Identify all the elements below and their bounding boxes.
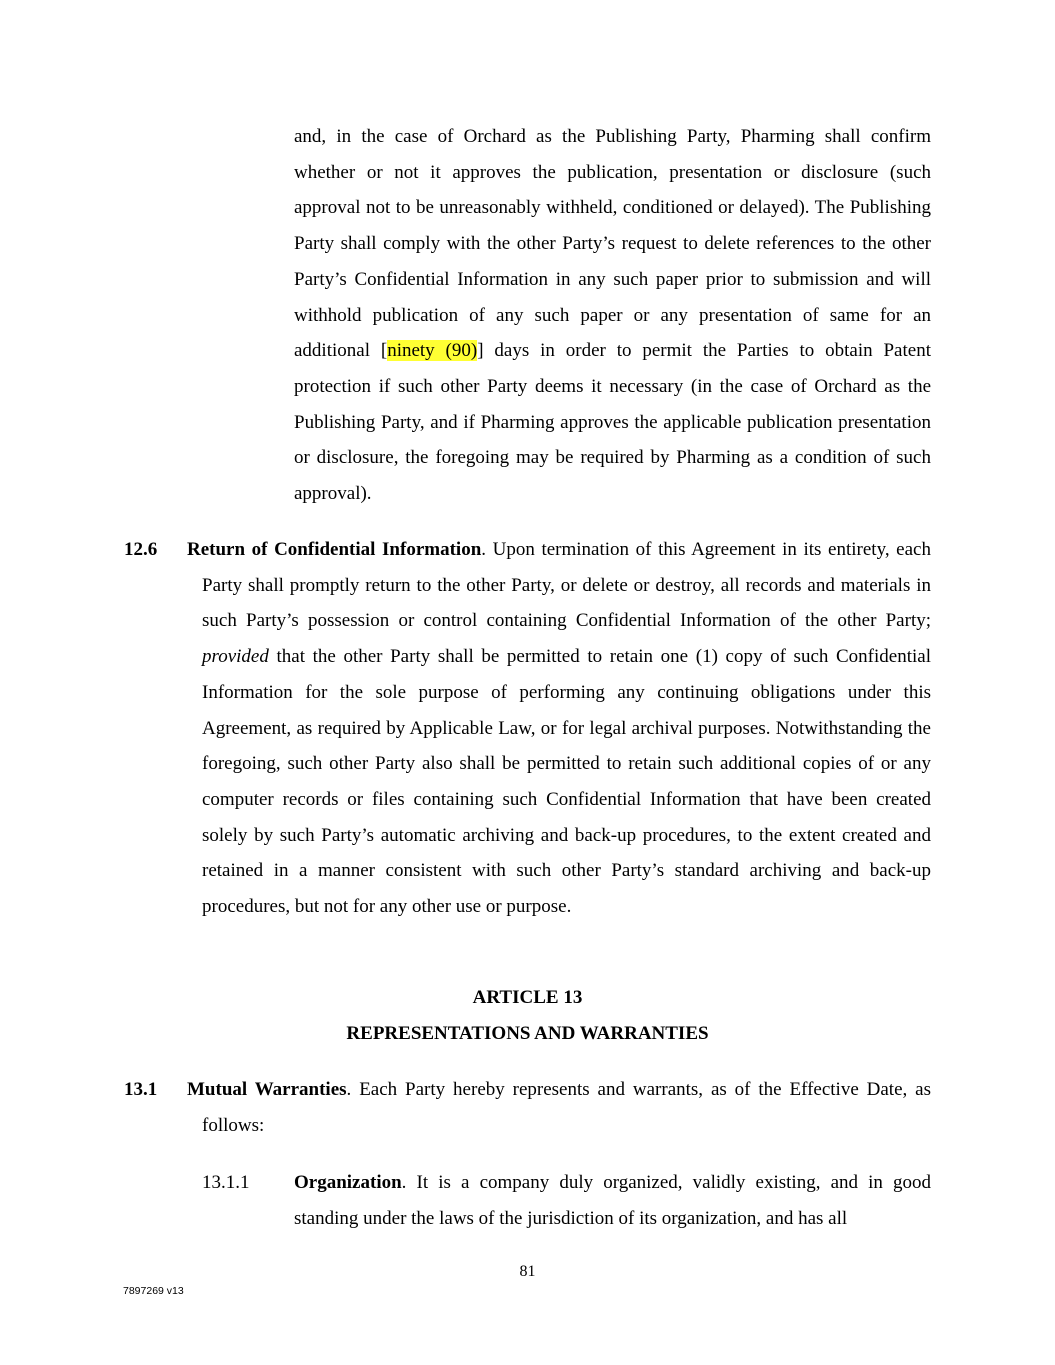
- section-12-6: [124, 532, 931, 925]
- subsection-title: Organization: [294, 1172, 402, 1193]
- section-title: Mutual Warranties: [187, 1079, 347, 1100]
- section-number: 13.1: [124, 1079, 158, 1100]
- section-text: . Each Party hereby represents and warrants, as of the Effective Date, as follows:: [202, 1079, 931, 1136]
- page-number: 81: [519, 1263, 536, 1280]
- paragraph-text-after-highlight: ] days in order to permit the Parties to obtain Patent protection if such other Party deems it necessary (in the case of Orchard as the Publishing Party, and if Pharming approves the applicable publication presentation or disclosure, the foregoing may be required by Pharming as a condition of such approval).: [294, 340, 931, 505]
- article-title: REPRESENTATIONS AND WARRANTIES: [346, 1023, 709, 1044]
- provided-term: provided: [202, 646, 269, 668]
- section-13-1: [124, 1072, 931, 1143]
- document-id: 7897269 v13: [123, 1285, 184, 1297]
- section-number: 12.6: [124, 539, 158, 560]
- highlighted-term: ninety (90): [387, 340, 478, 362]
- section-text: . Upon termination of this Agreement in its entirety, each Party shall promptly return to the other Party, or delete or destroy, all records and materials in such Party’s possession or control containing Confidential Information of the other Party;: [202, 539, 931, 632]
- section-title: Return of Confidential Information: [187, 539, 482, 560]
- section-13-1-1: [202, 1165, 931, 1236]
- subsection-number: 13.1.1: [202, 1172, 250, 1193]
- section-text-continued: that the other Party shall be permitted to retain one (1) copy of such Confidential Information for the sole purpose of performing any continuing obligations under this Agreement, as required by Applicable Law, or for legal archival purposes. Notwithstanding the foregoing, such other Party also shall be permitted to retain such additional copies of or any computer records or files containing such Confidential Information that have been created solely by such Party’s automatic archiving and back-up procedures, to the extent created and retained in a manner consistent with such other Party’s standard archiving and back-up procedures, but not for any other use or purpose.: [202, 646, 931, 918]
- subsection-text: . It is a company duly organized, validly existing, and in good standing under the laws of the jurisdiction of its organization, and has all: [294, 1172, 931, 1229]
- paragraph-text-before-highlight: and, in the case of Orchard as the Publishing Party, Pharming shall confirm whether or not it approves the publication, presentation or disclosure (such approval not to be unreasonably withheld, conditioned or delayed). The Publishing Party shall comply with the other Party’s request to delete references to the other Party’s Confidential Information in any such paper prior to submission and will withhold publication of any such paper or any presentation of same for an additional [: [294, 126, 931, 362]
- article-number: ARTICLE 13: [472, 987, 583, 1008]
- continued-paragraph: [294, 119, 931, 512]
